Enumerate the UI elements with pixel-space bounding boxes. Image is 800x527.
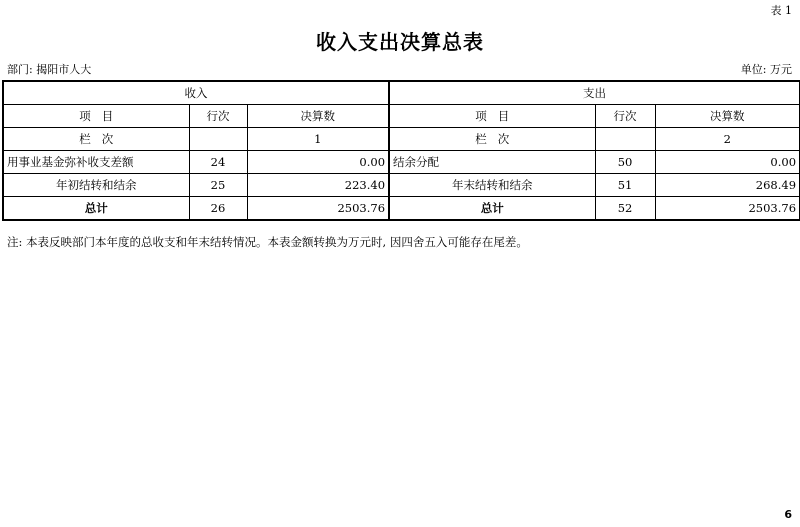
- expense-total-label: 总计: [389, 197, 595, 221]
- income-total-label: 总计: [3, 197, 189, 221]
- expense-amount: 268.49: [655, 174, 800, 197]
- income-amount-header: 决算数: [247, 105, 389, 128]
- page-number: 6: [784, 508, 792, 521]
- expense-item: 结余分配: [389, 151, 595, 174]
- column-index-row: [3, 128, 800, 151]
- expense-index-label: 栏 次: [389, 128, 595, 151]
- income-index-label: 栏 次: [3, 128, 189, 151]
- expense-total-amount: 2503.76: [655, 197, 800, 221]
- expense-item: 年末结转和结余: [389, 174, 595, 197]
- expense-line: 50: [595, 151, 655, 174]
- income-amount-index: 1: [247, 128, 389, 151]
- expense-item-header: 项 目: [389, 105, 595, 128]
- expense-amount: 0.00: [655, 151, 800, 174]
- table-number: 表 1: [770, 4, 792, 17]
- income-expense-table: [2, 80, 800, 221]
- total-row: [3, 197, 800, 221]
- page-title: 收入支出决算总表: [316, 30, 484, 54]
- income-line-index: [189, 128, 247, 151]
- income-amount: 223.40: [247, 174, 389, 197]
- income-total-amount: 2503.76: [247, 197, 389, 221]
- income-line: 24: [189, 151, 247, 174]
- column-header-row: [3, 105, 800, 128]
- expense-amount-header: 决算数: [655, 105, 800, 128]
- footnote: 注: 本表反映部门本年度的总收支和年末结转情况。本表金额转换为万元时, 因四舍五入可能存在尾差。: [7, 235, 528, 249]
- expense-line-index: [595, 128, 655, 151]
- table-row: [3, 174, 800, 197]
- group-header-row: [3, 81, 800, 105]
- income-item: 年初结转和结余: [3, 174, 189, 197]
- income-total-line: 26: [189, 197, 247, 221]
- expense-line: 51: [595, 174, 655, 197]
- department-label: 部门: 揭阳市人大: [7, 63, 92, 76]
- income-line-header: 行次: [189, 105, 247, 128]
- income-line: 25: [189, 174, 247, 197]
- income-item: 用事业基金弥补收支差额: [3, 151, 189, 174]
- income-amount: 0.00: [247, 151, 389, 174]
- expense-total-line: 52: [595, 197, 655, 221]
- unit-label: 单位: 万元: [740, 63, 792, 76]
- table-row: [3, 151, 800, 174]
- expense-group-header: 支出: [389, 81, 800, 105]
- income-group-header: 收入: [3, 81, 389, 105]
- expense-amount-index: 2: [655, 128, 800, 151]
- income-item-header: 项 目: [3, 105, 189, 128]
- expense-line-header: 行次: [595, 105, 655, 128]
